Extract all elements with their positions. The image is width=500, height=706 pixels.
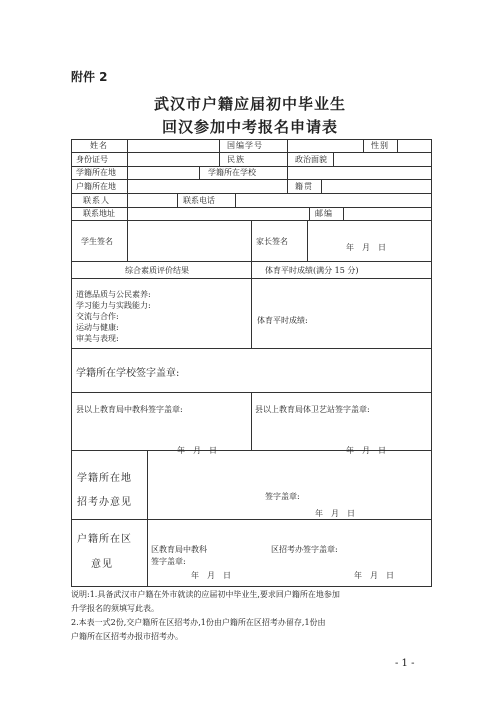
col-divider: [251, 220, 252, 261]
col-divider: [127, 166, 128, 179]
district-edu-date: 年 月 日: [191, 571, 231, 580]
col-divider: [127, 139, 128, 166]
col-divider: [127, 193, 128, 207]
contact-person-label: 联系人: [83, 196, 110, 205]
col-divider: [127, 220, 128, 261]
sports-health-label: 运动与健康:: [76, 323, 119, 332]
form-title-line1: 武汉市户籍应届初中毕业生: [153, 95, 346, 113]
parent-signature-date: 年 月 日: [346, 243, 386, 252]
moral-label: 道德品质与公民素养:: [76, 290, 151, 299]
district-exam-date: 年 月 日: [354, 571, 394, 580]
row-divider: [71, 179, 431, 180]
contact-phone-label: 联系电话: [183, 196, 215, 205]
row-divider: [71, 193, 431, 194]
district-edu-seal-l2: 签字盖章:: [151, 557, 186, 566]
col-divider: [251, 392, 252, 450]
col-divider: [235, 193, 236, 207]
col-divider: [397, 139, 398, 152]
political-status-label: 政治面貌: [295, 155, 327, 164]
gender-label: 性别: [371, 141, 389, 150]
col-divider: [287, 166, 288, 179]
exam-office-seal-label: 签字盖章:: [265, 492, 300, 501]
col-divider: [127, 207, 128, 220]
household-location-label: 户籍所在地: [76, 182, 116, 191]
note-line: 说明:1.具备武汉市户籍在外市就读的应届初中毕业生,要求回户籍所在地参加: [71, 590, 340, 599]
household-opinion-l2: 意见: [91, 559, 113, 570]
parent-signature-label: 家长签名: [256, 237, 288, 246]
col-divider: [309, 207, 310, 220]
national-id-label: 国编学号: [227, 141, 263, 150]
school-name-label: 学籍所在学校: [208, 168, 256, 177]
row-divider: [71, 519, 431, 520]
exam-office-date: 年 月 日: [315, 509, 355, 518]
table-border-top: [71, 139, 431, 140]
table-border-bottom: [71, 586, 432, 587]
aesthetic-label: 审美与表现:: [76, 334, 119, 343]
comprehensive-eval-label: 综合素质评价结果: [125, 266, 189, 275]
note-line: 户籍所在区招考办报市招考办。: [71, 632, 183, 641]
name-label: 姓名: [90, 141, 108, 150]
school-seal-label: 学籍所在学校签字盖章:: [76, 368, 180, 379]
note-line: 升学报名的须填写此表。: [71, 604, 159, 613]
col-divider: [307, 220, 308, 261]
col-divider: [333, 152, 334, 166]
row-divider: [71, 166, 431, 167]
communication-label: 交流与合作:: [76, 312, 119, 321]
health-bureau-seal-label: 县以上教育局体卫艺站签字盖章:: [255, 405, 370, 414]
school-location-label: 学籍所在地: [76, 168, 116, 177]
pe-score-header: 体育平时成绩(满分 15 分): [265, 266, 359, 275]
col-divider: [321, 179, 322, 193]
notes-section: [71, 588, 433, 644]
row-divider: [71, 152, 431, 153]
ethnicity-label: 民族: [227, 155, 245, 164]
row-divider: [71, 207, 431, 208]
col-divider: [199, 166, 200, 179]
application-form-table: [71, 139, 431, 586]
exam-office-opinion-l2: 招考办意见: [77, 497, 132, 508]
col-divider: [127, 179, 128, 193]
col-divider: [177, 193, 178, 207]
learning-label: 学习能力与实践能力:: [76, 301, 151, 310]
exam-office-opinion-l1: 学籍所在地: [77, 473, 132, 484]
col-divider: [219, 139, 220, 166]
district-edu-seal-l1: 区教育局中教科: [151, 545, 207, 554]
address-label: 联系地址: [83, 209, 115, 218]
edu-bureau-seal-label: 县以上教育局中教科签字盖章:: [76, 405, 183, 414]
page-number: - 1 -: [395, 658, 415, 669]
note-line: 2.本表一式2份,交户籍所在区招考办,1份由户籍所在区招考办留存,1份由: [71, 618, 326, 627]
pe-score-label: 体育平时成绩:: [257, 316, 308, 325]
col-divider: [363, 139, 364, 152]
form-title-line2: 回汉参加中考报名申请表: [161, 118, 338, 136]
postcode-label: 邮编: [315, 209, 333, 218]
health-bureau-date: 年 月 日: [346, 446, 386, 455]
native-place-label: 籍贯: [295, 182, 313, 191]
student-signature-label: 学生签名: [81, 237, 113, 246]
col-divider: [287, 139, 288, 166]
col-divider: [343, 207, 344, 220]
household-opinion-l1: 户籍所在区: [77, 534, 132, 545]
table-border-right: [431, 139, 432, 586]
col-divider: [287, 179, 288, 193]
col-divider: [147, 450, 148, 586]
attachment-label: 附件 2: [71, 70, 108, 84]
col-divider: [251, 261, 252, 348]
district-exam-seal-label: 区招考办签字盖章:: [271, 545, 338, 554]
id-number-label: 身份证号: [76, 155, 108, 164]
edu-bureau-date: 年 月 日: [177, 446, 217, 455]
row-divider: [71, 348, 431, 349]
